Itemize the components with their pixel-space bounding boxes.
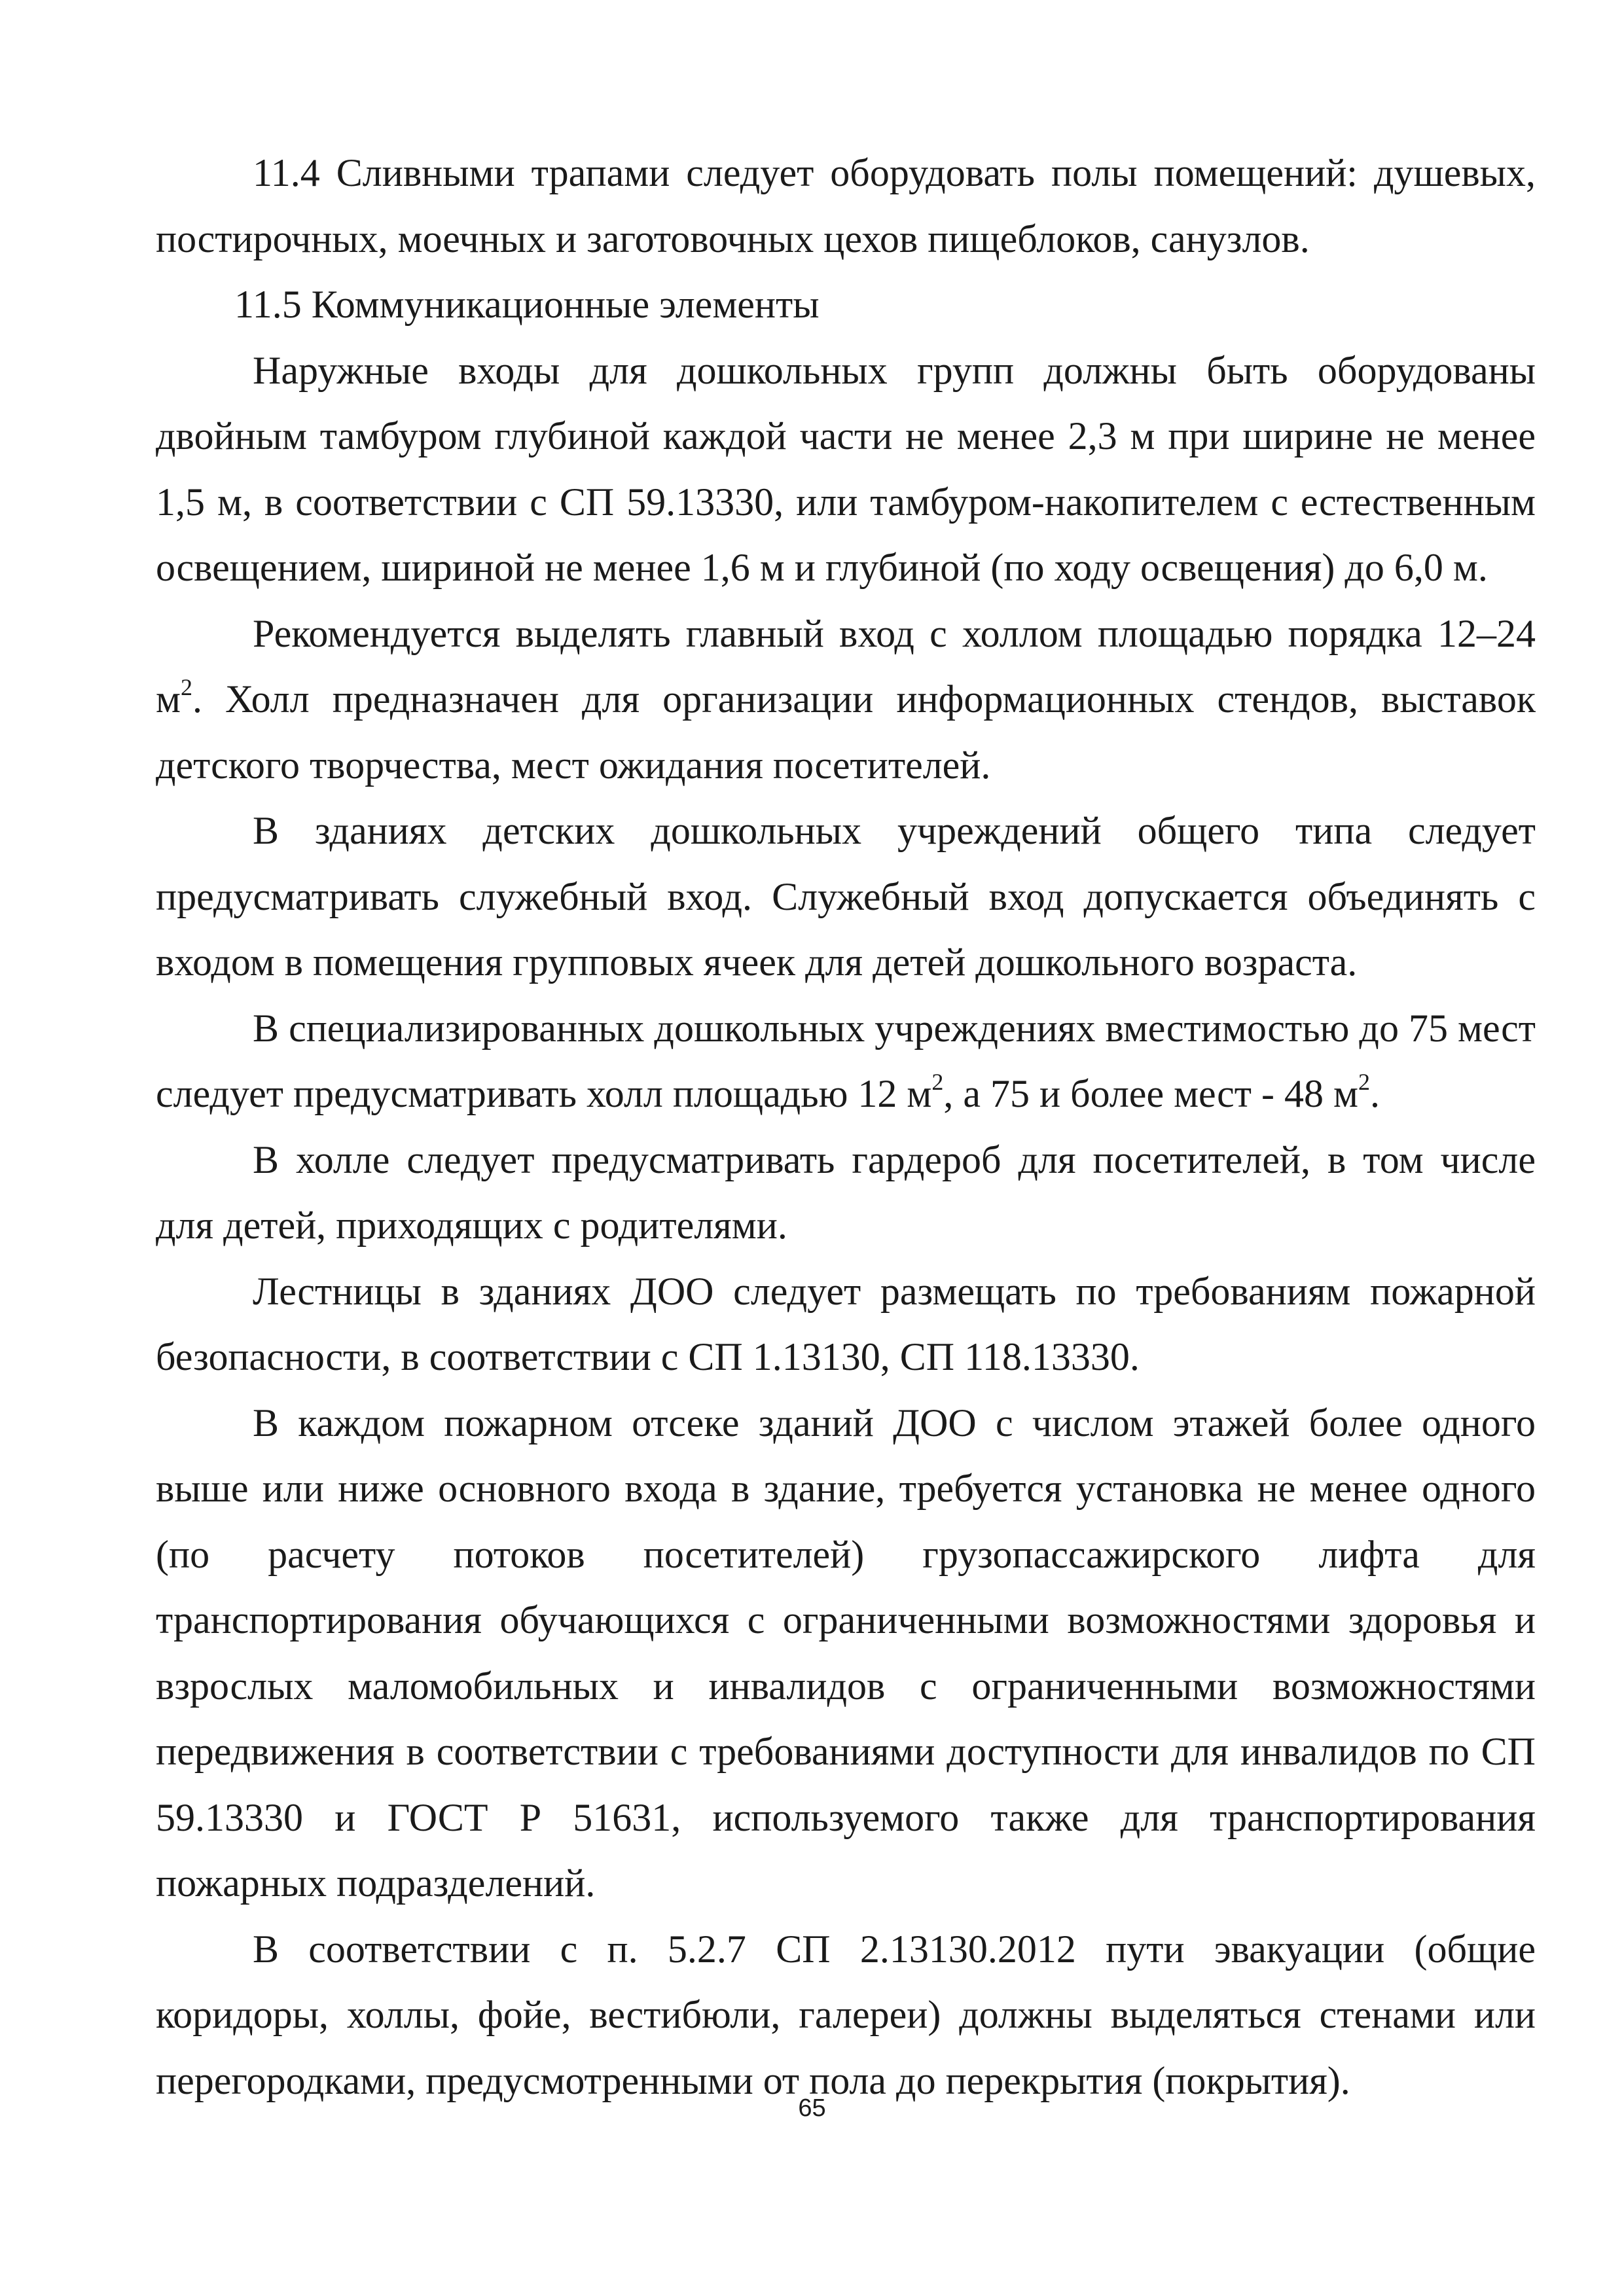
- specialized-hall-text-end: .: [1369, 1072, 1380, 1115]
- superscript-square: 2: [1358, 1069, 1370, 1095]
- specialized-hall-text-middle: , а 75 и более мест - 48 м: [943, 1072, 1358, 1115]
- superscript-square: 2: [180, 674, 192, 700]
- paragraph-evacuation: В соответствии с п. 5.2.7 СП 2.13130.2012 пути эвакуации (общие коридоры, холлы, фойе, вестибюли, галереи) должны выделяться стенами или перегородками, предусмотренными от пола до перекрытия (покрытия).: [156, 1927, 1536, 2102]
- paragraph-service-entrance: В зданиях детских дошкольных учреждений общего типа следует предусматривать служебный вход. Служебный вход допускается объединять с входом в помещения групповых ячеек для детей дошкольного возраста.: [156, 809, 1536, 984]
- main-entrance-text-end: . Холл предназначен для организации информационных стендов, выставок детского творчества, мест ожидания посетителей.: [156, 677, 1536, 787]
- paragraph-cloakroom: В холле следует предусматривать гардероб для посетителей, в том числе для детей, приходящих с родителями.: [156, 1138, 1536, 1247]
- paragraph-elevator: В каждом пожарном отсеке зданий ДОО с числом этажей более одного выше или ниже основного входа в здание, требуется установка не менее одного (по расчету потоков посетителей) грузопассажирского лифта для транспортирования обучающихся с ограниченными возможностями здоровья и взрослых маломобильных и инвалидов с ограниченными возможностями передвижения в соответствии с требованиями доступности для инвалидов по СП 59.13330 и ГОСТ Р 51631, используемого также для транспортирования пожарных подразделений.: [156, 1401, 1536, 1905]
- document-body: [156, 140, 1536, 2113]
- paragraph-specialized-hall: [156, 996, 1536, 1127]
- superscript-square: 2: [931, 1069, 944, 1095]
- paragraph-stairs: Лестницы в зданиях ДОО следует размещать по требованиям пожарной безопасности, в соответствии с СП 1.13130, СП 118.13330.: [156, 1269, 1536, 1378]
- main-entrance-text-start: Рекомендуется выделять главный вход с холлом площадью порядка 12–24 м: [156, 611, 1536, 721]
- specialized-hall-text-start: В специализированных дошкольных учреждениях вместимостью до 75 мест следует предусматривать холл площадью 12 м: [156, 1006, 1536, 1115]
- paragraph-entrances: Наружные входы для дошкольных групп должны быть оборудованы двойным тамбуром глубиной каждой части не менее 2,3 м при ширине не менее 1,5 м, в соответствии с СП 59.13330, или тамбуром-накопителем с естественным освещением, шириной не менее 1,6 м и глубиной (по ходу освещения) до 6,0 м.: [156, 348, 1536, 589]
- page-number: 65: [798, 2094, 826, 2122]
- paragraph-11-4: 11.4 Сливными трапами следует оборудовать полы помещений: душевых, постирочных, моечных и заготовочных цехов пищеблоков, санузлов.: [156, 151, 1536, 260]
- section-heading-11-5: 11.5 Коммуникационные элементы: [234, 283, 820, 326]
- paragraph-main-entrance: [156, 601, 1536, 798]
